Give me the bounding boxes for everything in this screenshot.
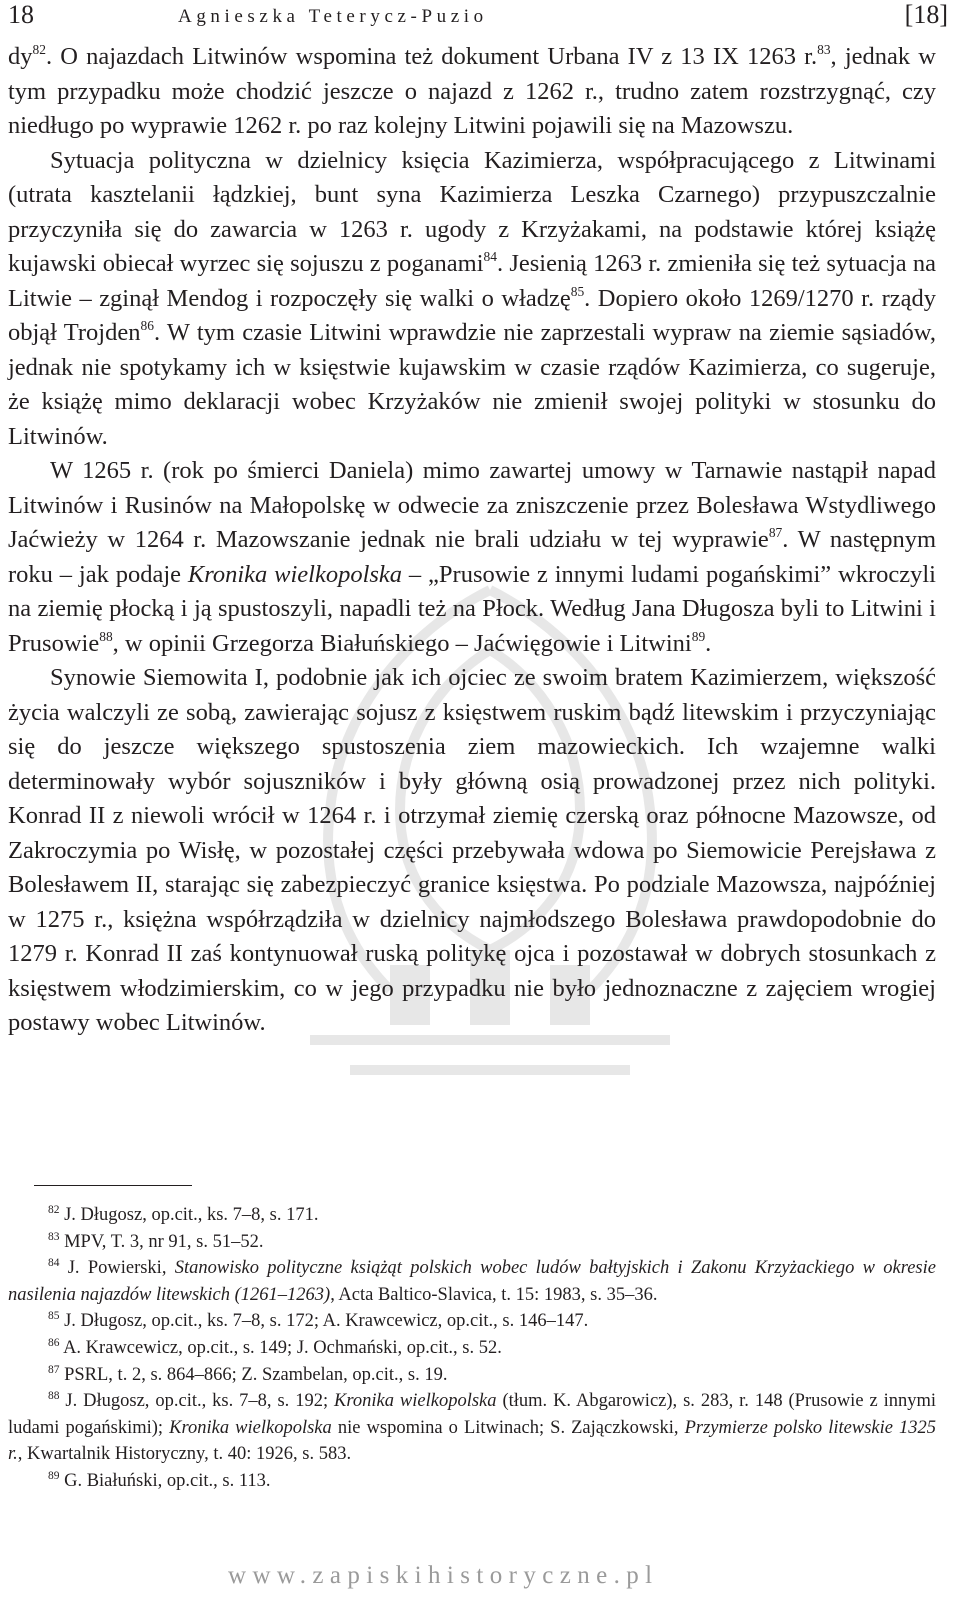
footnote-ref: 87 bbox=[48, 1363, 60, 1376]
text-run: . W tym czasie Litwini wprawdzie nie zaprzestali wypraw na ziemie sąsiadów, jednak nie spotykamy ich w księstwie kujawskim w czasie rządów Kazimierza, co sugeruje, że książę mimo deklaracji wobec Krzyżaków nie zmienił swojej polityki w stosunku do Litwinów. bbox=[8, 319, 936, 450]
paragraph bbox=[8, 144, 936, 455]
text-run: nie wspomina o Litwinach; S. Zajączkowski, bbox=[331, 1417, 685, 1438]
footnote-ref: 87 bbox=[768, 524, 783, 540]
text-run: J. Długosz, op.cit., ks. 7–8, s. 172; A. Krawcewicz, op.cit., s. 146–147. bbox=[59, 1311, 589, 1332]
text-run: – „Prusowie z innymi ludami pogańskimi” wkroczyli na ziemię płocką i ją spustoszyli, napadli też na Płock. Według Jana Długosza byli to Litwini i Prusowie bbox=[8, 560, 936, 657]
text-run: , Acta Baltico-Slavica, t. 15: 1983, s. 35–36. bbox=[330, 1284, 658, 1305]
text-run: dy bbox=[8, 43, 33, 70]
footnote-ref: 83 bbox=[48, 1230, 60, 1243]
bracketed-page-number: [18] bbox=[904, 0, 948, 29]
footnote-89 bbox=[8, 1468, 936, 1495]
running-header bbox=[0, 0, 960, 40]
page-number: 18 bbox=[8, 0, 34, 29]
text-run: , w opinii Grzegorza Białuńskiego – Jaćwięgowie i Litwini bbox=[112, 629, 692, 657]
italic-title: Kronika wielkopolska bbox=[187, 560, 403, 588]
footnote-ref: 89 bbox=[48, 1470, 60, 1483]
footnote-82 bbox=[8, 1202, 936, 1229]
italic-title: Kronika wielkopolska bbox=[169, 1417, 332, 1438]
footnote-ref: 82 bbox=[32, 41, 46, 57]
footer-website: www.zapiskihistoryczne.pl bbox=[228, 1562, 659, 1589]
text-run: G. Białuński, op.cit., s. 113. bbox=[59, 1470, 271, 1491]
footnote-88 bbox=[8, 1388, 936, 1468]
text-run: J. Długosz, op.cit., ks. 7–8, s. 192; bbox=[59, 1391, 335, 1412]
footnote-separator bbox=[34, 1185, 192, 1186]
footnote-87 bbox=[8, 1362, 936, 1389]
footnote-ref: 86 bbox=[140, 317, 154, 333]
italic-title: Przymierze polsko litewskie 1325 r. bbox=[8, 1417, 937, 1465]
footnote-ref: 89 bbox=[691, 628, 706, 644]
text-run: . O najazdach Litwinów wspomina też dokument Urbana IV z 13 IX 1263 r. bbox=[45, 43, 818, 70]
text-run: Sytuacja polityczna w dzielnicy księcia Kazimierza, współpracującego z Litwinami (utrata kasztelanii łądzkiej, bunt syna Kazimierza Leszka Czarnego) przypuszczalnie przyczyniła się do zawarcia w 1263 r. ugody z Krzyżakami, na podstawie której książę kujawski obiecał wyrzec się sojuszu z poganami bbox=[8, 146, 936, 277]
footnote-84 bbox=[8, 1255, 936, 1308]
main-text bbox=[8, 40, 936, 1041]
paragraph bbox=[8, 40, 936, 144]
footnote-ref: 88 bbox=[48, 1390, 60, 1403]
footnote-ref: 86 bbox=[48, 1337, 60, 1350]
text-run: . bbox=[705, 629, 712, 657]
paragraph bbox=[8, 454, 936, 661]
text-run: . W następnym roku – jak podaje bbox=[8, 526, 937, 588]
footnote-85 bbox=[8, 1308, 936, 1335]
text-run: Synowie Siemowita I, podobnie jak ich ojciec ze swoim bratem Kazimierzem, większość życia walczyli ze sobą, zawierając sojusz z księstwem ruskim bądź litewskim i przyczyniając się do jeszcze większego spustoszenia ziem mazowieckich. Ich wzajemne walki determinowały wybór sojuszników i były główną osią prowadzonej przez nich polityki. Konrad II z niewoli wrócił w 1264 r. i otrzymał ziemię czerską oraz północne Mazowsze, od Zakroczymia po Wisłę, w pozostałej części przebywała wdowa po Siemowicie Perejsława z Bolesławem II, starając się zabezpieczyć granice księstwa. Po podziale Mazowsza, najpóźniej w 1275 r., księżna współrządziła w dzielnicy najmłodszego Bolesława prawdopodobnie do 1279 r. Konrad II zaś kontynuował ruską politykę ojca i pozostawał w dobrych stosunkach z księstwem włodzimierskim, co w jego przypadku nie było jednoznaczne z zajęciem wrogiej postawy wobec Litwinów. bbox=[8, 664, 936, 1036]
footnotes bbox=[8, 1202, 936, 1495]
footnote-83 bbox=[8, 1229, 936, 1256]
text-run: , jednak w tym przypadku może chodzić jeszcze o najazd z 1262 r., trudno zatem rozstrzygnąć, czy niedługo po wyprawie 1262 r. po raz kolejny Litwini pojawili się na Mazowszu. bbox=[8, 43, 937, 139]
footnote-ref: 85 bbox=[48, 1310, 60, 1323]
footnote-ref: 84 bbox=[483, 248, 497, 264]
footnote-ref: 84 bbox=[48, 1257, 60, 1270]
text-run: MPV, T. 3, nr 91, s. 51–52. bbox=[59, 1231, 264, 1252]
italic-title: Kronika wielkopolska bbox=[334, 1391, 497, 1412]
footnote-ref: 83 bbox=[817, 41, 831, 57]
text-run: J. Długosz, op.cit., ks. 7–8, s. 171. bbox=[59, 1205, 319, 1225]
text-run: . Jesienią 1263 r. zmieniła się też sytuacja na Litwie – zginął Mendog i rozpoczęły się walki o władzę bbox=[8, 250, 936, 312]
text-run: W 1265 r. (rok po śmierci Daniela) mimo zawartej umowy w Tarnawie nastąpił napad Litwinów i Rusinów na Małopolskę w odwecie za zniszczenie przez Bolesława Wstydliwego Jaćwieży w 1264 r. Mazowszanie jednak nie brali udziału w tej wyprawie bbox=[8, 457, 936, 553]
text-run: . Dopiero około 1269/1270 r. rządy objął Trojden bbox=[8, 284, 936, 346]
footnote-ref: 88 bbox=[99, 628, 113, 644]
footnote-ref: 82 bbox=[48, 1204, 60, 1217]
footnote-ref: 85 bbox=[570, 283, 585, 299]
running-head-author: Agnieszka Teterycz-Puzio bbox=[178, 6, 488, 27]
text-run: PSRL, t. 2, s. 864–866; Z. Szambelan, op.cit., s. 19. bbox=[59, 1364, 448, 1385]
footnote-86 bbox=[8, 1335, 936, 1362]
text-run: A. Krawcewicz, op.cit., s. 149; J. Ochmański, op.cit., s. 52. bbox=[59, 1337, 502, 1358]
paragraph bbox=[8, 661, 936, 1041]
text-run: (tłum. K. Abgarowicz), s. 283, r. 148 (Prusowie z innymi ludami pogańskimi); bbox=[8, 1391, 937, 1438]
text-run: , Kwartalnik Historyczny, t. 40: 1926, s. 583. bbox=[17, 1444, 352, 1465]
italic-title: Stanowisko polityczne książąt polskich wobec ludów bałtyjskich i Zakonu Krzyżackiego w okresie nasilenia najazdów litewskich (1261–1263) bbox=[8, 1258, 936, 1305]
text-run: J. Powierski, bbox=[59, 1258, 175, 1279]
